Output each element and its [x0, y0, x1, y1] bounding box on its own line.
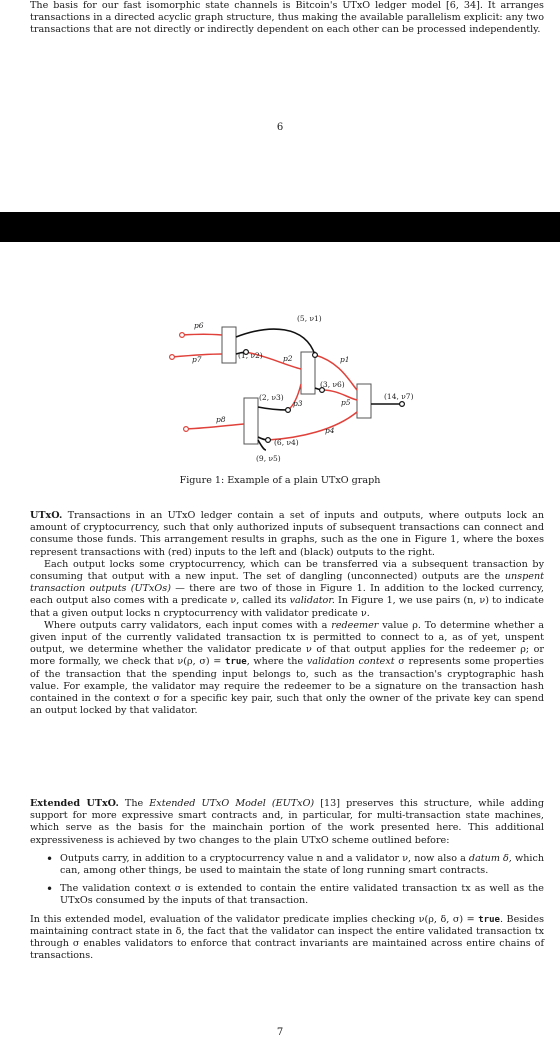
eutxo-paragraph-1: [30, 798, 544, 847]
utxo-graph-figure: [0, 242, 560, 482]
bullet-1b: which can, among other things, be used to maintain the state of long running smart contracts.: [60, 852, 544, 877]
label-p6: p6: [194, 321, 204, 330]
input-edge-p8: [186, 424, 244, 429]
output-edge-5: [258, 440, 266, 450]
intro-paragraph: The basis for our fast isomorphic state channels is Bitcoin's UTxO ledger model [6, 34]. It arranges transactions in a directed acyclic graph structure, thus making the available parallelism explicit: any two transactions that are not directly or indirectly dependent on each other can be processed independently.: [30, 0, 544, 36]
tx-box-2: [301, 352, 315, 394]
port-p6: [180, 333, 185, 338]
page-7: [0, 242, 560, 1061]
port-p8: [184, 427, 189, 432]
tx-box-1: [222, 327, 236, 363]
port-o1: [313, 353, 318, 358]
input-edge-p6: [182, 334, 222, 335]
utxo-p2c: In Figure 1, we use pairs (n, ν) to indicate that a given output locks n cryptocurrency with validator predicate ν.: [30, 595, 544, 619]
utxo-term-redeemer: redeemer: [331, 619, 379, 631]
label-o4: (6, ν4): [274, 438, 299, 447]
page-number-6: 6: [276, 122, 284, 133]
utxo-p3b: value ρ. To determine whether a given input of the currently validated transaction tx is permitted to connect to a, as of yet, unspent output, we determine whether the validator predicate ν of that output applies for the redeemer ρ; or more formally, we check that ν(ρ, σ) =: [30, 619, 544, 668]
port-o7: [400, 402, 405, 407]
utxo-p1-text: Transactions in an UTxO ledger contain a set of inputs and outputs, where outputs lock an amount of cryptocurrency, such that only authorized inputs of subsequent transactions can connect and consume those funds. This arrangement results in graphs, such as the one in Figure 1, where the boxes represent transactions with (red) inputs to the left and (black) outputs to the right.: [30, 510, 544, 558]
tx-box-3: [244, 398, 258, 444]
label-p2: p2: [283, 354, 293, 363]
bullet-item-1: [30, 853, 544, 877]
label-p5: p5: [341, 398, 351, 407]
eutxo-paragraph-2: [30, 914, 544, 963]
utxo-p3a: Where outputs carry validators, each input comes with a: [44, 619, 328, 631]
tx-box-4: [357, 384, 371, 418]
label-o3: (2, ν3): [259, 393, 284, 402]
utxo-term-validation-context: validation context: [306, 656, 395, 668]
label-o7: (14, ν7): [384, 392, 414, 401]
port-o4: [266, 438, 271, 443]
bullet-1a: Outputs carry, in addition to a cryptocurrency value n and a validator ν, now also a: [60, 852, 466, 864]
eutxo-p2b: . Besides maintaining contract state in δ, the fact that the validator can inspect the entire validated transaction tx through σ enables validators to enforce that contract invariants are maintained across entire chains of transactions.: [30, 913, 544, 962]
utxo-heading: UTxO.: [30, 510, 63, 521]
input-edge-p4: [268, 412, 357, 440]
bullet-term-datum: datum δ,: [468, 852, 512, 864]
eutxo-heading: Extended UTxO.: [30, 798, 119, 809]
utxo-term-utxos: unspent transaction outputs (UTxOs): [30, 571, 544, 595]
page-6-fragment: [0, 0, 560, 212]
label-o5: (9, ν5): [256, 454, 281, 463]
eutxo-p1a: The: [124, 798, 144, 809]
eutxo-p1b: [13] preserves this structure, while adding support for more expressive smart contracts and, in particular, for multi-transaction state machines, which serve as the basis for the mainchain portion of the work presented here. This additional expressiveness is achieved by two changes to the plain UTxO scheme outlined before:: [30, 798, 544, 846]
label-p4: p4: [325, 426, 335, 435]
utxo-p2b: — there are two of those in Figure 1. In addition to the locked currency, each output also comes with a predicate ν, called its: [30, 583, 544, 607]
label-p8: p8: [216, 415, 226, 424]
port-o3: [286, 408, 291, 413]
eutxo-p2a: In this extended model, evaluation of the validator predicate implies checking ν(ρ, δ, σ) =: [30, 913, 475, 925]
bullet-item-2: [30, 883, 544, 907]
utxo-paragraph-3: [30, 620, 544, 718]
label-o1: (5, ν1): [297, 314, 322, 323]
label-p1: p1: [340, 355, 350, 364]
eutxo-section: [30, 798, 544, 962]
port-p7: [170, 355, 175, 360]
eutxo-true-keyword: true: [478, 914, 500, 925]
utxo-paragraph-2: [30, 559, 544, 620]
bullet-2: The validation context σ is extended to contain the entire validated transaction tx as well as the UTxOs consumed by the inputs of that transaction.: [60, 883, 544, 907]
utxo-true-keyword: true: [225, 657, 247, 668]
utxo-p3c: , where the: [246, 656, 304, 668]
output-edge-3: [258, 407, 288, 410]
utxo-p2a: Each output locks some cryptocurrency, which can be transferred via a subsequent transaction by consuming that output with a new input. The set of dangling (unconnected) outputs are the: [30, 558, 544, 583]
page-number-7: 7: [276, 1027, 284, 1038]
figure-caption: Figure 1: Example of a plain UTxO graph: [179, 475, 381, 486]
label-p7: p7: [192, 355, 202, 364]
eutxo-term-model: Extended UTxO Model (EUTxO): [149, 798, 315, 809]
page-divider: [0, 212, 560, 242]
utxo-section: [30, 510, 544, 717]
label-p3: p3: [293, 399, 303, 408]
eutxo-bullet-list: [30, 853, 544, 908]
utxo-p3d: σ represents some properties of the transaction that the spending input belongs to, such as the transaction's cryptographic hash value. For example, the validator may require the redeemer to be a signature on the transaction hash contained in the context σ for a specific key pair, such that only the owner of the private key can spend an output locked by that validator.: [30, 656, 544, 717]
label-o2: (1, ν2): [238, 351, 263, 360]
input-edge-p5: [322, 390, 357, 400]
utxo-paragraph-1: [30, 510, 544, 559]
label-o6: (3, ν6): [320, 380, 345, 389]
utxo-term-validator: validator.: [289, 595, 335, 607]
